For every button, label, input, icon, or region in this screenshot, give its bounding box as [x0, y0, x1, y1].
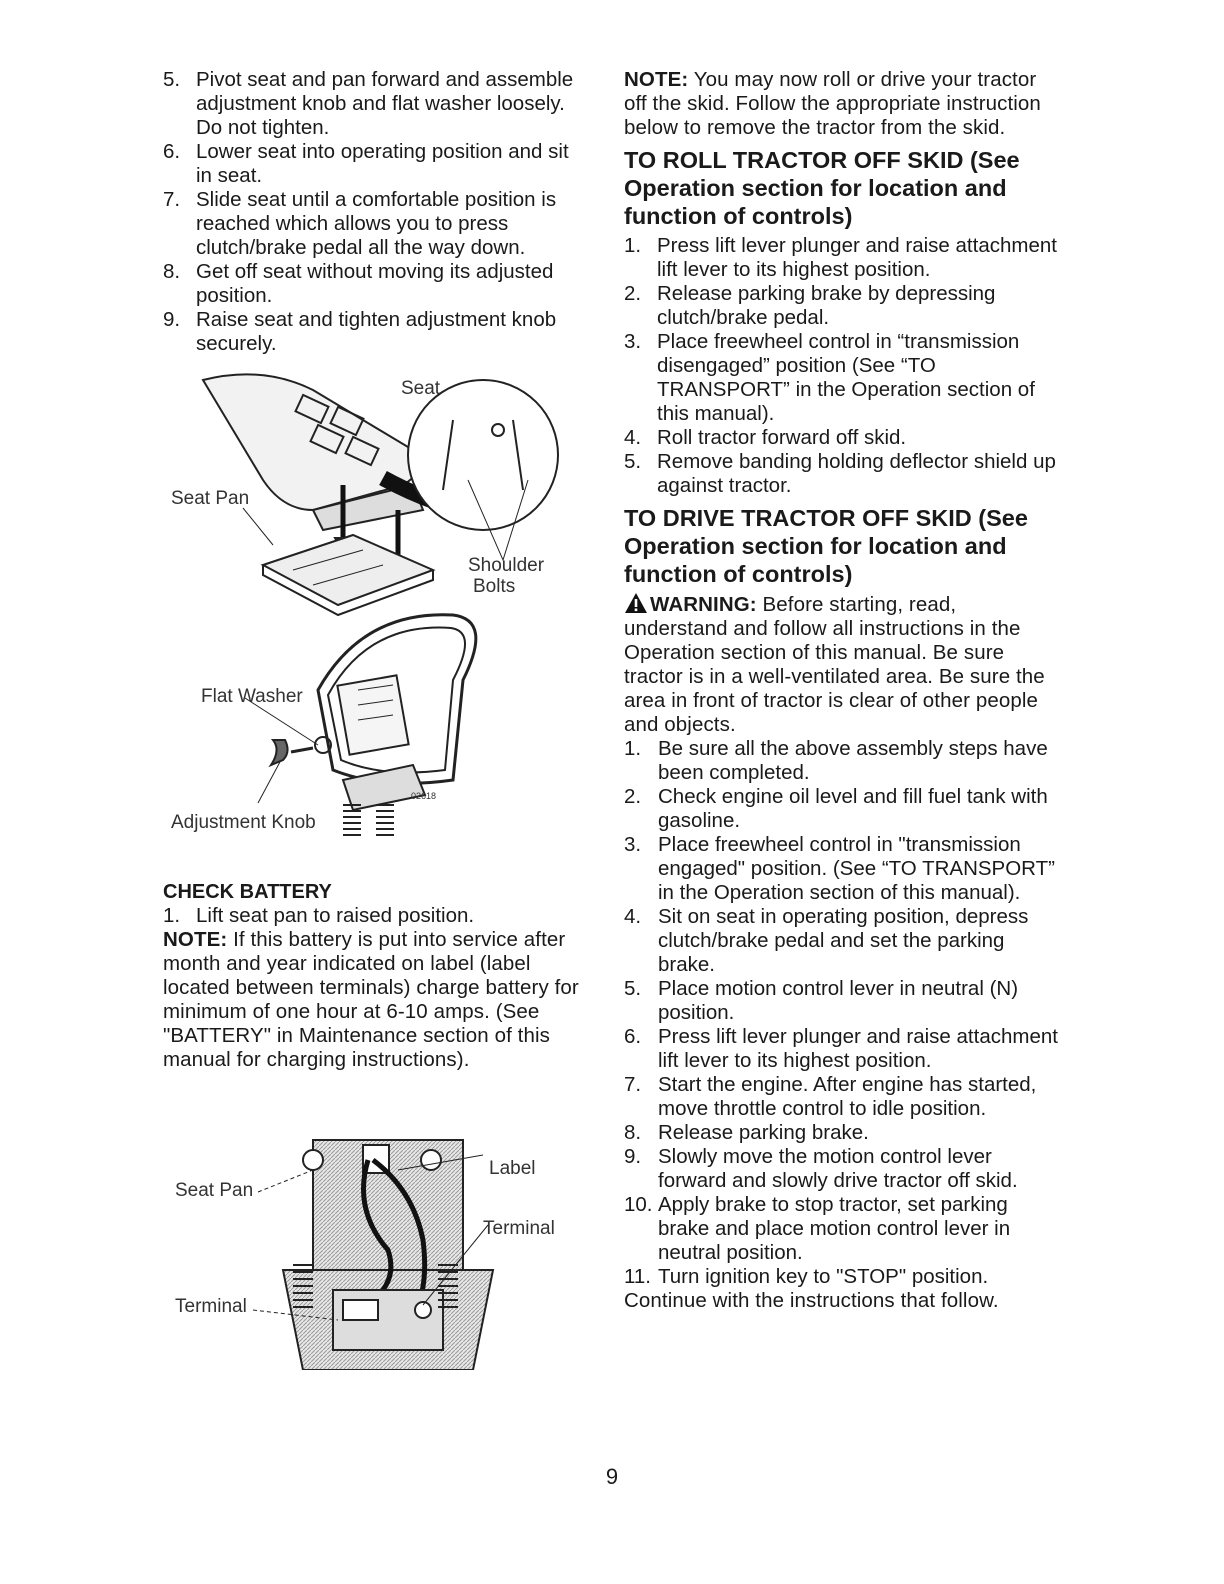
battery-note: NOTE: If this battery is put into service after month and year indicated on label (label located between terminals) charge battery for minimum of one hour at 6-10 amps. (See "BATTERY" in Maintenance section of this manual for charging instructions).: [163, 928, 579, 1071]
drive-tractor-heading: TO DRIVE TRACTOR OFF SKID (See Operation section for location and function of controls): [624, 505, 1028, 587]
list-item: 4. Sit on seat in operating position, depress clutch/brake pedal and set the parking brake.: [624, 905, 1029, 976]
label-seat-pan: Seat Pan: [171, 488, 250, 509]
label-shoulder-bolts-2: Bolts: [473, 576, 516, 597]
list-item: 6. Lower seat into operating position and sit in seat.: [163, 140, 569, 187]
list-item: 1. Press lift lever plunger and raise attachment lift lever to its highest position.: [624, 234, 1057, 281]
warning-icon: [624, 592, 648, 614]
label-seat: Seat: [401, 378, 441, 399]
left-column: [163, 68, 588, 356]
list-item: 1. Lift seat pan to raised position.: [163, 904, 475, 927]
battery-figure: [163, 1130, 583, 1370]
list-item: 7. Start the engine. After engine has started, move throttle control to idle position.: [624, 1073, 1037, 1120]
seat-adjust-steps: [163, 68, 588, 356]
roll-tractor-heading: TO ROLL TRACTOR OFF SKID (See Operation section for location and function of controls): [624, 147, 1020, 229]
right-column: [624, 68, 1064, 1313]
drive-tractor-steps: [624, 737, 1064, 1289]
label-seat-pan-battery: Seat Pan: [175, 1180, 254, 1201]
list-item: 11. Turn ignition key to "STOP" position.: [624, 1265, 989, 1288]
list-item: 5. Place motion control lever in neutral (N) position.: [624, 977, 1019, 1024]
roll-tractor-steps: [624, 234, 1064, 498]
figure-code: 02618: [411, 791, 437, 801]
list-item: 7. Slide seat until a comfortable position is reached which allows you to press clutch/brake pedal all the way down.: [163, 188, 557, 259]
label-terminal-left: Terminal: [175, 1296, 247, 1317]
continue-text: Continue with the instructions that follow.: [624, 1289, 999, 1312]
list-item: 10. Apply brake to stop tractor, set parking brake and place motion control lever in neutral position.: [624, 1193, 1011, 1264]
list-item: 2. Check engine oil level and fill fuel tank with gasoline.: [624, 785, 1048, 832]
label-battery-label: Label: [489, 1158, 536, 1179]
list-item: 3. Place freewheel control in “transmission disengaged” position (See “TO TRANSPORT” in the Operation section of this manual).: [624, 330, 1035, 425]
check-battery-heading: CHECK BATTERY: [163, 881, 332, 903]
list-item: 8. Release parking brake.: [624, 1121, 869, 1144]
list-item: 5. Pivot seat and pan forward and assemble adjustment knob and flat washer loosely. Do not tighten.: [163, 68, 574, 139]
list-item: 8. Get off seat without moving its adjusted position.: [163, 260, 554, 307]
list-item: 2. Release parking brake by depressing clutch/brake pedal.: [624, 282, 996, 329]
page-number: 9: [605, 1464, 619, 1489]
label-terminal-right: Terminal: [483, 1218, 555, 1239]
list-item: 9. Raise seat and tighten adjustment knob securely.: [163, 308, 557, 355]
label-adjustment-knob: Adjustment Knob: [171, 812, 316, 833]
list-item: 5. Remove banding holding deflector shield up against tractor.: [624, 450, 1056, 497]
list-item: 6. Press lift lever plunger and raise attachment lift lever to its highest position.: [624, 1025, 1058, 1072]
label-flat-washer: Flat Washer: [201, 686, 303, 707]
list-item: 1. Be sure all the above assembly steps have been completed.: [624, 737, 1048, 784]
label-shoulder-bolts: Shoulder: [468, 555, 545, 576]
list-item: 9. Slowly move the motion control lever forward and slowly drive tractor off skid.: [624, 1145, 1018, 1192]
seat-assembly-illustration: [163, 360, 593, 840]
check-battery-section: [163, 880, 588, 1072]
check-battery-steps: [163, 904, 588, 928]
list-item: 3. Place freewheel control in "transmission engaged" position. (See “TO TRANSPORT” in the Operation section of this manual).: [624, 833, 1055, 904]
warning-block: WARNING: Before starting, read, understand and follow all instructions in the Operation section of this manual. Be sure tractor is in a well-ventilated area. Be sure the area in front of tractor is clear of other people and objects.: [624, 593, 1045, 736]
skid-note: NOTE: You may now roll or drive your tractor off the skid. Follow the appropriate instruction below to remove the tractor from the skid.: [624, 68, 1041, 139]
seat-assembly-figure: [163, 360, 593, 840]
list-item: 4. Roll tractor forward off skid.: [624, 426, 907, 449]
